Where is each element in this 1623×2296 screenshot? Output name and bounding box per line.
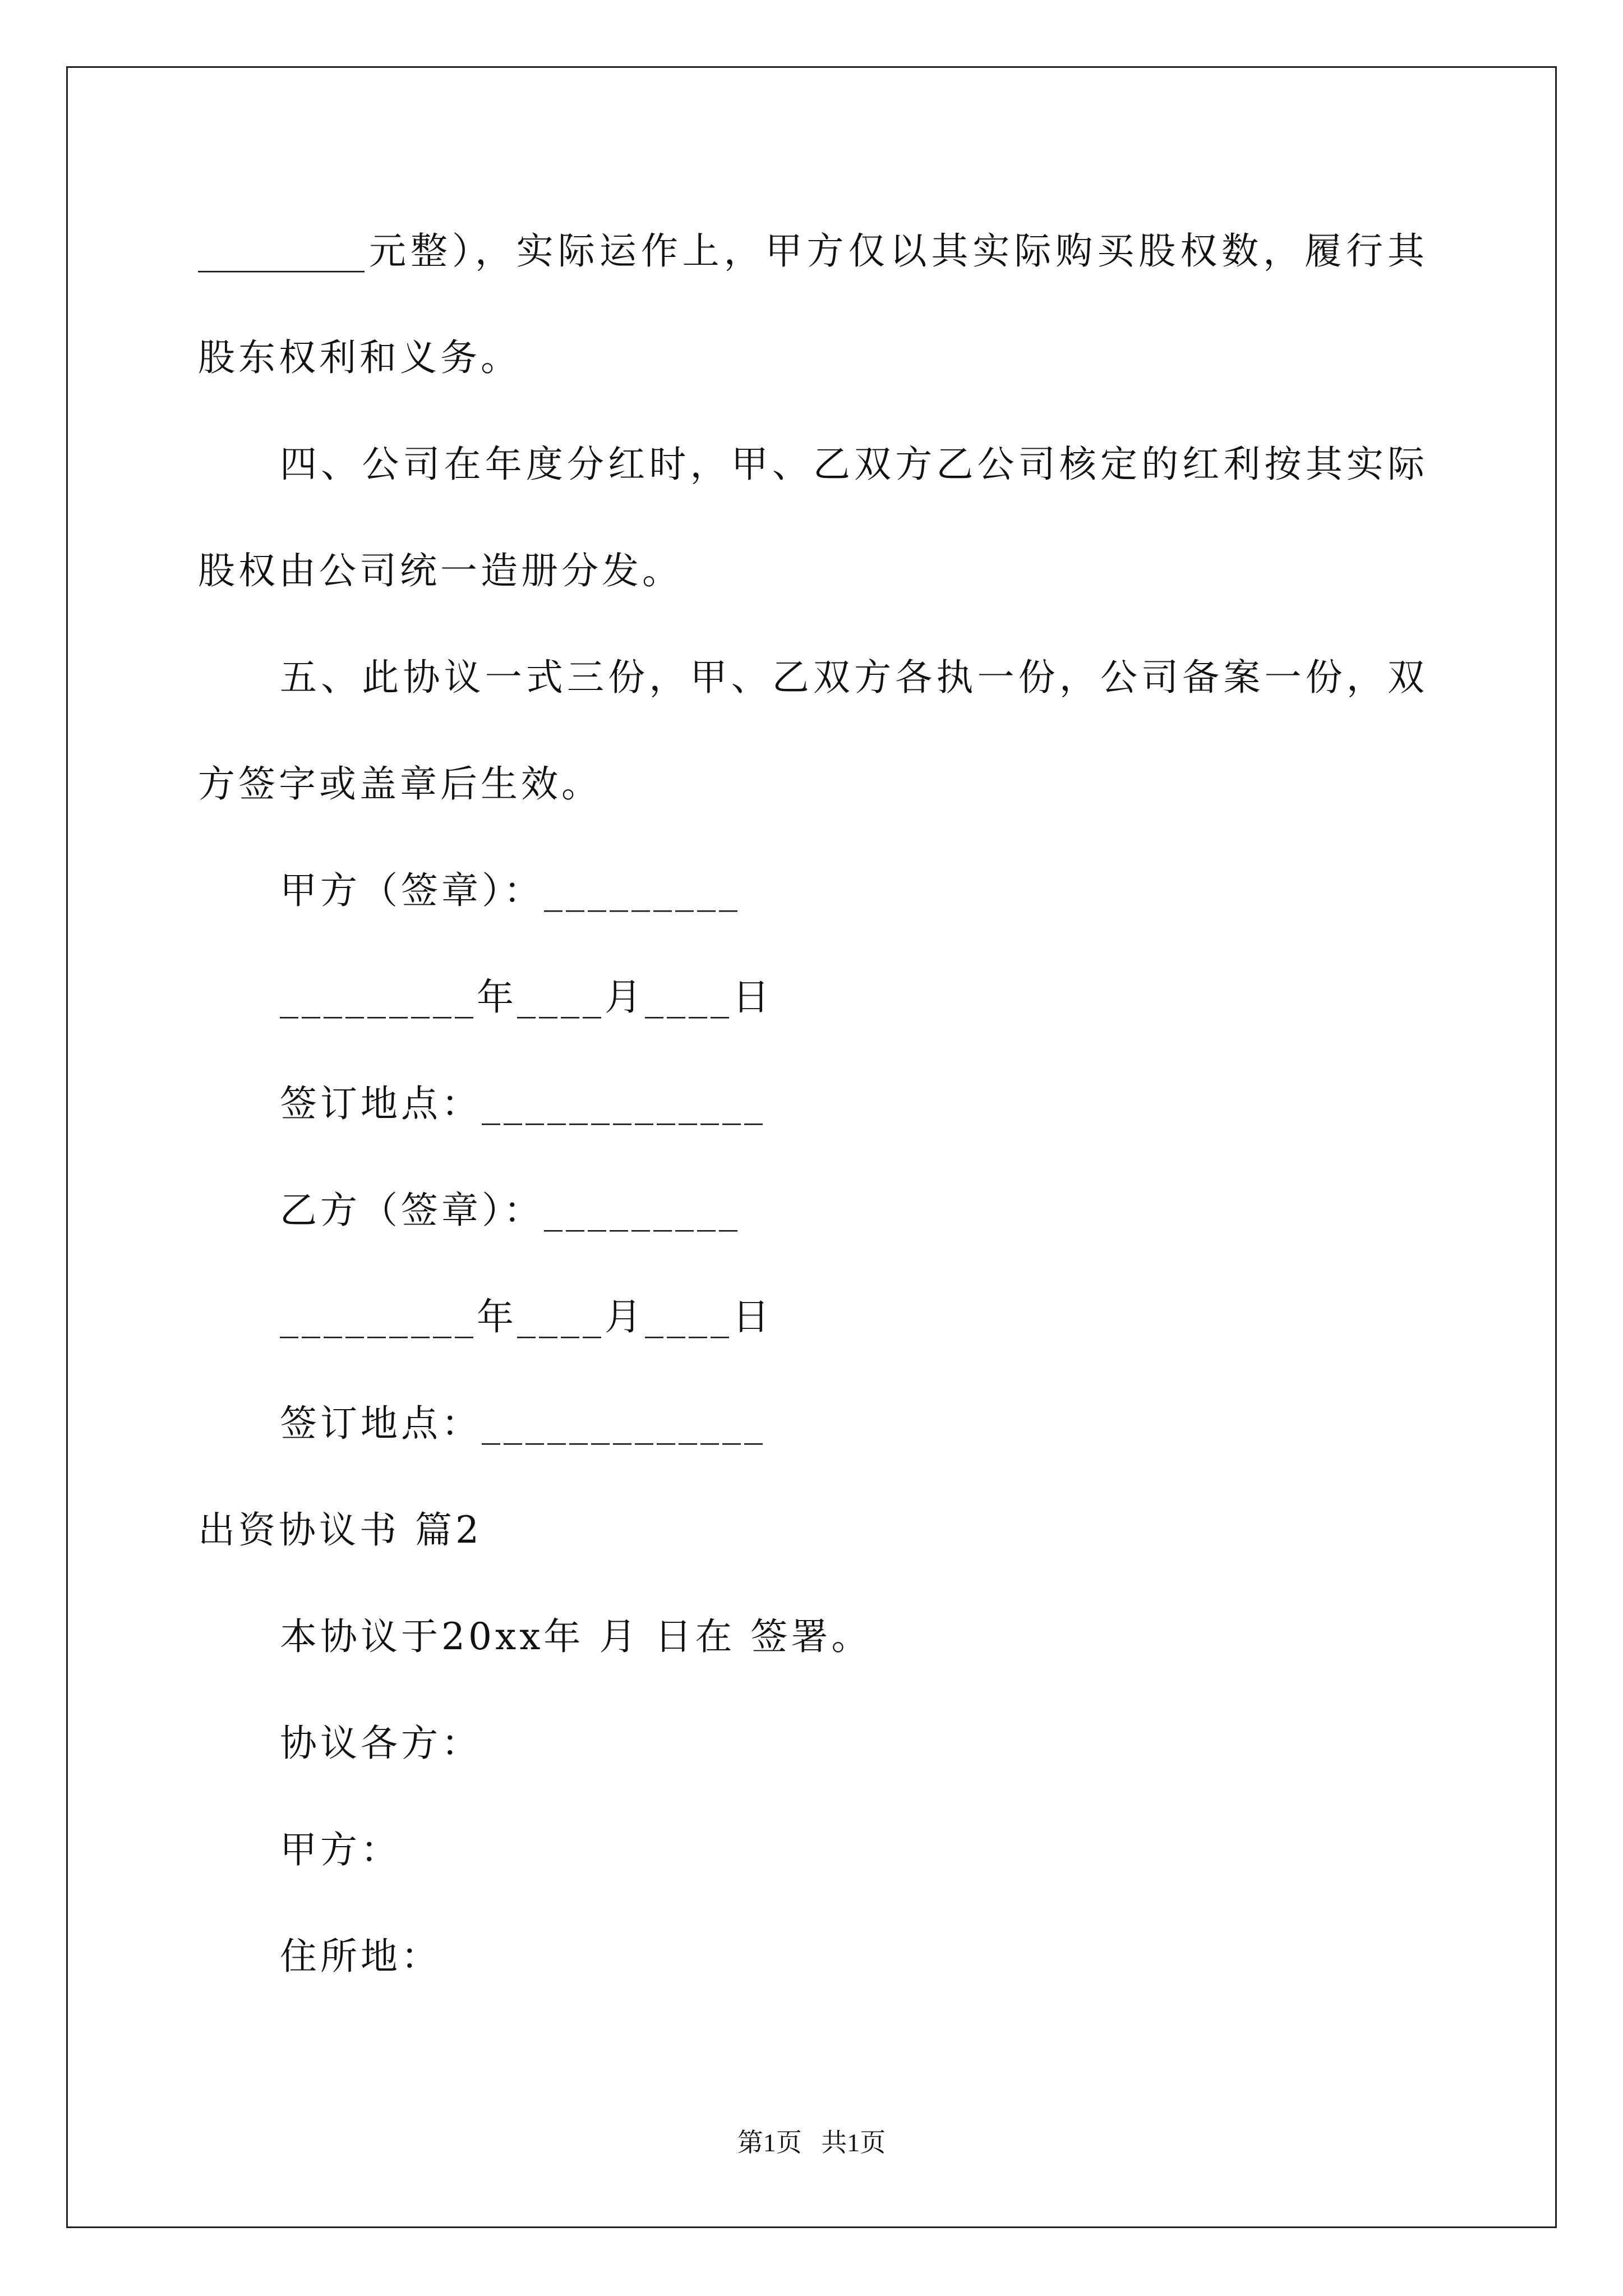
paragraph-three-line-1: _________元整），实际运作上，甲方仅以其实际购买股权数，履行其	[198, 229, 1424, 273]
paragraph-four-line-1: 四、公司在年度分红时，甲、乙双方乙公司核定的红利按其实际	[280, 443, 1424, 486]
paragraph-four-line-2: 股权由公司统一造册分发。	[198, 549, 683, 592]
paragraph-five-line-1: 五、此协议一式三份，甲、乙双方各执一份，公司备案一份，双	[280, 656, 1424, 699]
address-label: 住所地：	[280, 1935, 441, 1978]
section-two-intro: 本协议于20xx年 月 日在 签署。	[280, 1615, 872, 1658]
parties-label: 协议各方：	[280, 1722, 482, 1765]
page-border	[66, 66, 1557, 2228]
page-footer: 第1页 共1页	[737, 2128, 886, 2157]
party-a-date-line: _________年____月____日	[280, 976, 773, 1019]
party-b-signature-line: 乙方（签章）：_________	[280, 1189, 741, 1232]
paragraph-three-line-2: 股东权利和义务。	[198, 336, 521, 379]
party-a-place-line: 签订地点：_____________	[280, 1082, 766, 1125]
party-a-label: 甲方：	[280, 1828, 401, 1871]
paragraph-five-line-2: 方签字或盖章后生效。	[198, 762, 602, 806]
party-a-signature-line: 甲方（签章）：_________	[280, 869, 741, 912]
party-b-date-line: _________年____月____日	[280, 1295, 773, 1338]
section-two-heading: 出资协议书 篇2	[198, 1508, 482, 1552]
party-b-place-line: 签订地点：_____________	[280, 1402, 766, 1445]
